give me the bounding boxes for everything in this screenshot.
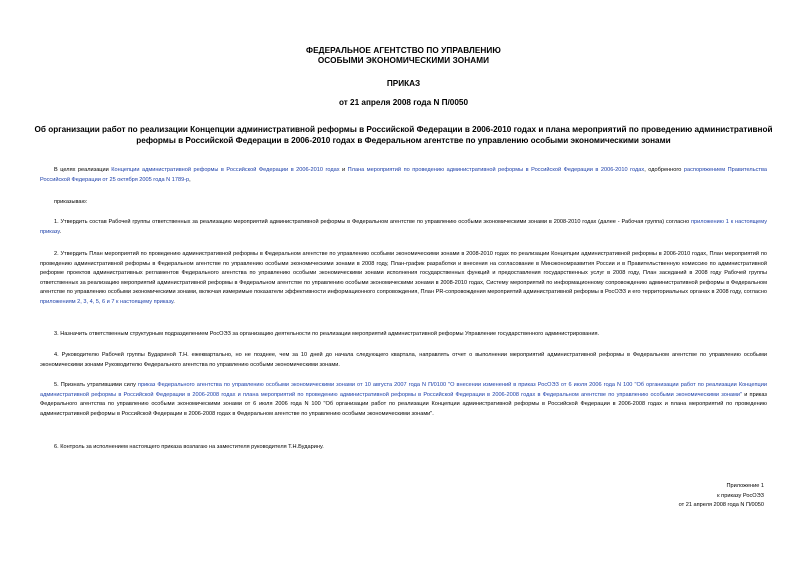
item-6-paragraph [40, 443, 767, 453]
item-2-paragraph [40, 250, 767, 308]
item-4-paragraph [40, 351, 767, 370]
appendix-line-2: к приказу РосОЭЗ [717, 492, 764, 499]
item-5-text-1: 5. Признать утратившими силу [54, 382, 138, 388]
repealed-order-link[interactable]: приказ Федерального агентства по управлению особыми экономическими зонами от 10 августа 2007 года N П/0100 "О внесении изменений в приказ РосОЭЗ от 6 июля 2006 года N 100 "Об организации работ по реализации Концепции административной реформы в Российской Федерации в 2006-2008 годах и плана мероприятий по проведению административной реформы в Российской Федерации в 2006-2008 годах в Федеральном агентстве по управлению особыми экономическими зонами" [40, 382, 768, 398]
item-2-end: . [173, 298, 175, 305]
item-3-paragraph [40, 330, 767, 340]
preamble-text-2: и [339, 167, 348, 173]
document-title: Об организации работ по реализации Концепции административной реформы в Российской Федерации в 2006-2010 годах и плана мероприятий по проведению административной реформы в Российской Федерации в 2006-2010 годах в Федеральном агентстве по управлению особыми экономическими зонами [34, 125, 773, 145]
agency-line-2: ОСОБЫМИ ЭКОНОМИЧЕСКИМИ ЗОНАМИ [317, 56, 490, 65]
item-2-text: 2. Утвердить План мероприятий по проведению административной реформы в Федеральном агентстве по управлению особыми экономическими зонами в 2008-2010 годах по реализации Концепции административной реформы в 2006-2010 годах, План мероприятий по проведению административной реформы в Федеральном агентстве по управлению особыми экономическими зонами в 2008 году, План-график разработки и внесения на согласование в Минэкономразвития России и в Правительственную комиссию по административной реформе проектов административных регламентов Федерального агентства по управлению особыми экономическими зонами исполнения государственных функций и предоставления государственных услуг в 2008 году, План заседаний в 2008 году Рабочей группы ответственных за реализацию мероприятий административной реформы в Федеральном агентстве по управлению особыми экономическими зонами в 2008-2010 годах, Систему мероприятий по информационному сопровождению административной реформы в Федеральном агентстве по управлению особыми экономическими зонами, включая измеримые показатели эффективности информационного сопровождения, План PR-сопровождения мероприятий административной реформы в РосОЭЗ и его территориальных органах в 2008 году, согласно [40, 251, 767, 296]
item-3-text: 3. Назначить ответственным структурным подразделением РосОЭЗ за организацию деятельности по реализации мероприятий административной реформы Управление государственного администрирования. [54, 331, 600, 337]
document-type: ПРИКАЗ [386, 79, 421, 88]
item-1-paragraph [40, 218, 767, 237]
appendix-line-1: Приложение 1 [726, 483, 764, 489]
item-5-text-2: и приказ Федерального агентства по управлению особыми экономическими зонами от 6 июля 2006 года N 100 "Об организации работ по реализации Концепции административной реформы в Российской Федерации в 2006-2008 годах и плана мероприятий по проведению административной реформы в Российской Федерации в 2006-2008 годах в Федеральном агентстве по управлению особыми экономическими зонами". [40, 391, 767, 417]
agency-line-1: ФЕДЕРАЛЬНОЕ АГЕНТСТВО ПО УПРАВЛЕНИЮ [306, 46, 501, 55]
agency-name [0, 46, 807, 66]
order-word [40, 198, 767, 208]
government-order-link[interactable]: распоряжением Правительства Российской Федерации от 25 октября 2005 года N 1789-р [40, 167, 767, 183]
item-6-text: 6. Контроль за исполнением настоящего приказа возлагаю на заместителя руководителя Т.Н.Бударину. [54, 444, 324, 450]
concept-link[interactable]: Концепции административной реформы в Российской Федерации в 2006-2010 годах [111, 167, 340, 173]
preamble-text-4: , [189, 176, 191, 183]
appendix-line-3: от 21 апреля 2008 года N П/0050 [678, 502, 764, 509]
item-1-text: 1. Утвердить состав Рабочей группы ответственных за реализацию мероприятий административной реформы в Федеральном агентстве по управлению особыми экономическими зонами в 2008-2010 годах (далее - Рабочая группа) согласно [54, 219, 692, 225]
preamble-text-3: , одобренного [644, 167, 684, 173]
item-4-text: 4. Руководителю Рабочей группы Будариной Т.Н. ежеквартально, но не позднее, чем за 10 дней до начала следующего квартала, направлять отчет о выполнении мероприятий административной реформы в Федеральном агентстве по управлению особыми экономическими зонами Руководителю Федерального агентства по управлению особыми экономическими зонами. [40, 352, 767, 368]
document-date: от 21 апреля 2008 года N П/0050 [338, 98, 469, 107]
appendix-header [564, 482, 764, 511]
item-1-end: . [59, 228, 62, 235]
order-word-text: приказываю: [54, 199, 88, 205]
preamble-text-1: В целях реализации [54, 167, 112, 173]
appendix-1-link[interactable]: приложению 1 к настоящему приказу [40, 219, 767, 235]
appendices-2-7-link[interactable]: приложениям 2, 3, 4, 5, 6 и 7 к настоящему приказу [40, 298, 174, 305]
preamble-paragraph [40, 166, 767, 185]
plan-link[interactable]: Плана мероприятий по проведению административной реформы в Российской Федерации в 2006-2010 годах [347, 167, 645, 173]
item-5-paragraph [40, 381, 767, 419]
